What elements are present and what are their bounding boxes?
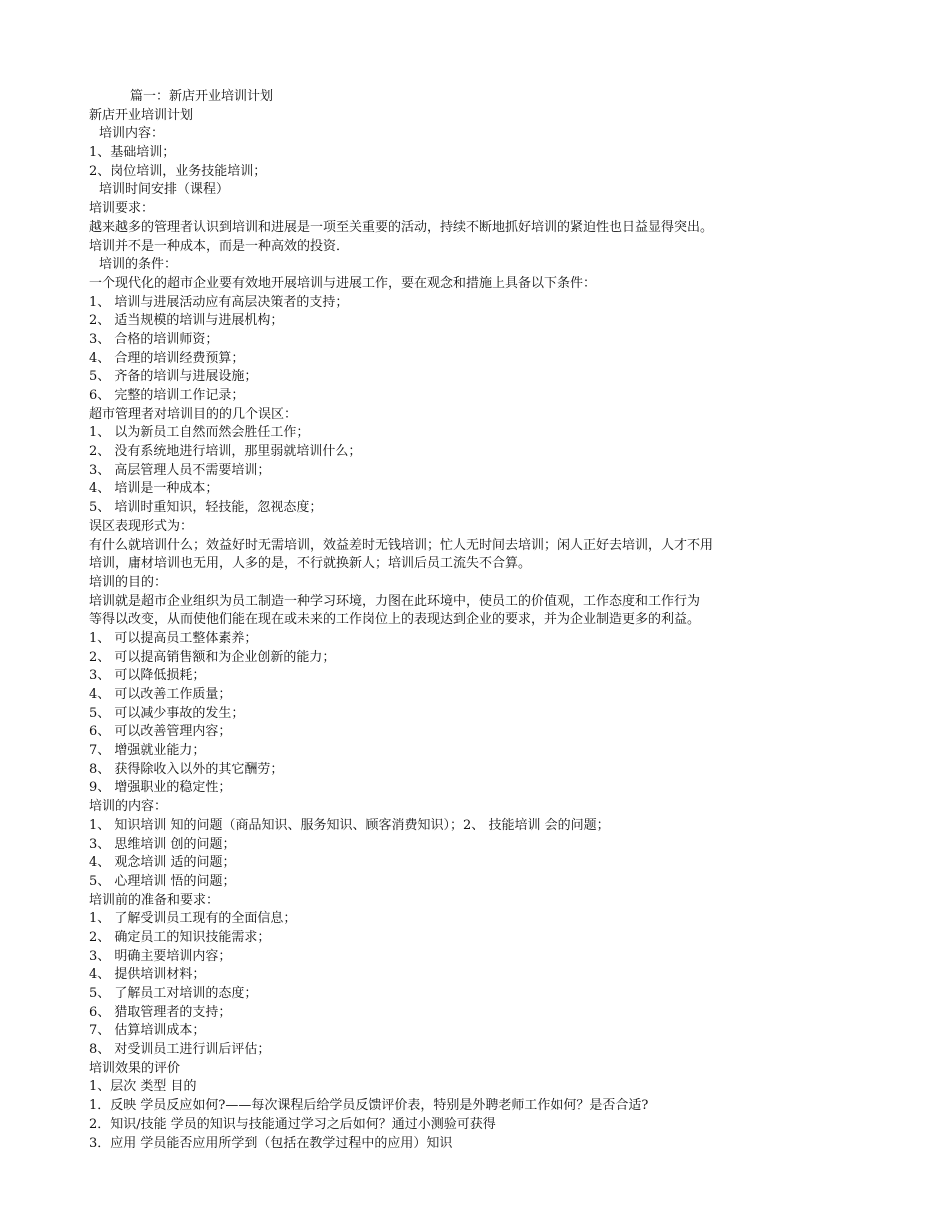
text-line: 有什么就培训什么；效益好时无需培训，效益差时无钱培训；忙人无时间去培训；闲人正好去培训，人才不用 [89, 537, 714, 553]
list-item: 2、 确定员工的知识技能需求； [89, 929, 271, 945]
section-heading: 培训的内容： [89, 799, 168, 815]
list-item: 4、 培训是一种成本； [89, 481, 219, 497]
list-item: 3、 高层管理人员不需要培训； [89, 462, 271, 478]
list-item: 1、 以为新员工自然而然会胜任工作； [89, 425, 310, 441]
list-item: 3、 思维培训 创的问题； [89, 836, 236, 852]
list-item: 5、 培训时重知识，轻技能，忽视态度； [89, 500, 323, 516]
list-item: 5、 了解员工对培训的态度； [89, 986, 258, 1001]
text-line: 等得以改变，从而使他们能在现在或未来的工作岗位上的表现达到企业的要求，并为企业制造更多的利益。 [89, 612, 701, 628]
section-heading: 培训内容： [99, 126, 165, 142]
list-item: 3、 可以降低损耗； [89, 668, 206, 684]
list-item: 1、层次 类型 目的 [89, 1079, 197, 1095]
list-item: 2、 没有系统地进行培训，那里弱就培训什么； [89, 444, 362, 460]
list-item: 7、 增强就业能力； [89, 743, 206, 759]
text-line: 越来越多的管理者认识到培训和进展是一项至关重要的活动，持续不断地抓好培训的紧迫性也日益显得突出。 [89, 219, 714, 235]
text-line: 一个现代化的超市企业要有效地开展培训与进展工作，要在观念和措施上具备以下条件： [89, 275, 597, 291]
list-item: 1．反映 学员反应如何?——每次课程后给学员反馈评价表，特别是外聘老师工作如何？是否合适? [89, 1098, 649, 1114]
list-item: 2．知识/技能 学员的知识与技能通过学习之后如何？通过小测验可获得 [89, 1116, 496, 1132]
list-item: 3．应用 学员能否应用所学到（包括在教学过程中的应用）知识 [89, 1135, 453, 1151]
list-item: 6、 可以改善管理内容； [89, 724, 232, 740]
list-item: 1、 知识培训 知的问题（商品知识、服务知识、顾客消费知识）；2、 技能培训 会的问题； [89, 817, 610, 833]
section-heading: 培训效果的评价 [89, 1060, 181, 1076]
text-line: 培训，庸材培训也无用，人多的是，不行就换新人；培训后员工流失不合算。 [89, 556, 532, 572]
section-heading: 培训要求： [89, 201, 155, 217]
list-item: 1、 了解受训员工现有的全面信息； [89, 911, 297, 927]
section-heading: 培训的目的： [89, 574, 168, 590]
list-item: 4、 观念培训 适的问题； [89, 855, 236, 871]
section-heading: 误区表现形式为： [89, 518, 194, 534]
list-item: 6、 猎取管理者的支持； [89, 1004, 232, 1020]
document-body [89, 88, 889, 1153]
list-item: 3、 明确主要培训内容； [89, 948, 232, 964]
list-item: 2、 可以提高销售额和为企业创新的能力； [89, 649, 336, 665]
list-item: 8、 对受训员工进行训后评估； [89, 1042, 271, 1058]
list-item: 1、 培训与进展活动应有高层决策者的支持； [89, 294, 349, 310]
list-item: 4、 提供培训材料； [89, 967, 206, 983]
list-item: 1、 可以提高员工整体素养； [89, 630, 258, 646]
list-item: 8、 获得除收入以外的其它酬劳； [89, 761, 284, 777]
list-item: 2、岗位培训，业务技能培训； [89, 163, 267, 179]
document-title: 篇一：新店开业培训计划 [130, 89, 274, 104]
text-line: 培训就是超市企业组织为员工制造一种学习环境，力图在此环境中，使员工的价值观，工作态度和工作行为 [89, 593, 701, 609]
list-item: 5、 心理培训 悟的问题； [89, 873, 236, 889]
list-item: 9、 增强职业的稳定性； [89, 780, 232, 796]
text-line: 培训并不是一种成本，而是一种高效的投资． [89, 238, 350, 254]
text-line: 新店开业培训计划 [89, 107, 194, 123]
list-item: 5、 齐备的培训与进展设施； [89, 369, 258, 385]
list-item: 5、 可以减少事故的发生； [89, 705, 245, 721]
list-item: 7、 估算培训成本； [89, 1023, 206, 1039]
section-heading: 培训的条件： [99, 257, 178, 273]
list-item: 3、 合格的培训师资； [89, 331, 219, 347]
section-heading: 培训时间安排（课程） [99, 182, 230, 198]
list-item: 4、 合理的培训经费预算； [89, 350, 245, 366]
list-item: 6、 完整的培训工作记录； [89, 388, 245, 403]
list-item: 2、 适当规模的培训与进展机构； [89, 313, 284, 329]
list-item: 4、 可以改善工作质量； [89, 687, 232, 702]
list-item: 1、基础培训； [89, 145, 176, 161]
section-heading: 培训前的准备和要求： [89, 892, 220, 908]
section-heading: 超市管理者对培训目的的几个误区： [89, 406, 298, 422]
